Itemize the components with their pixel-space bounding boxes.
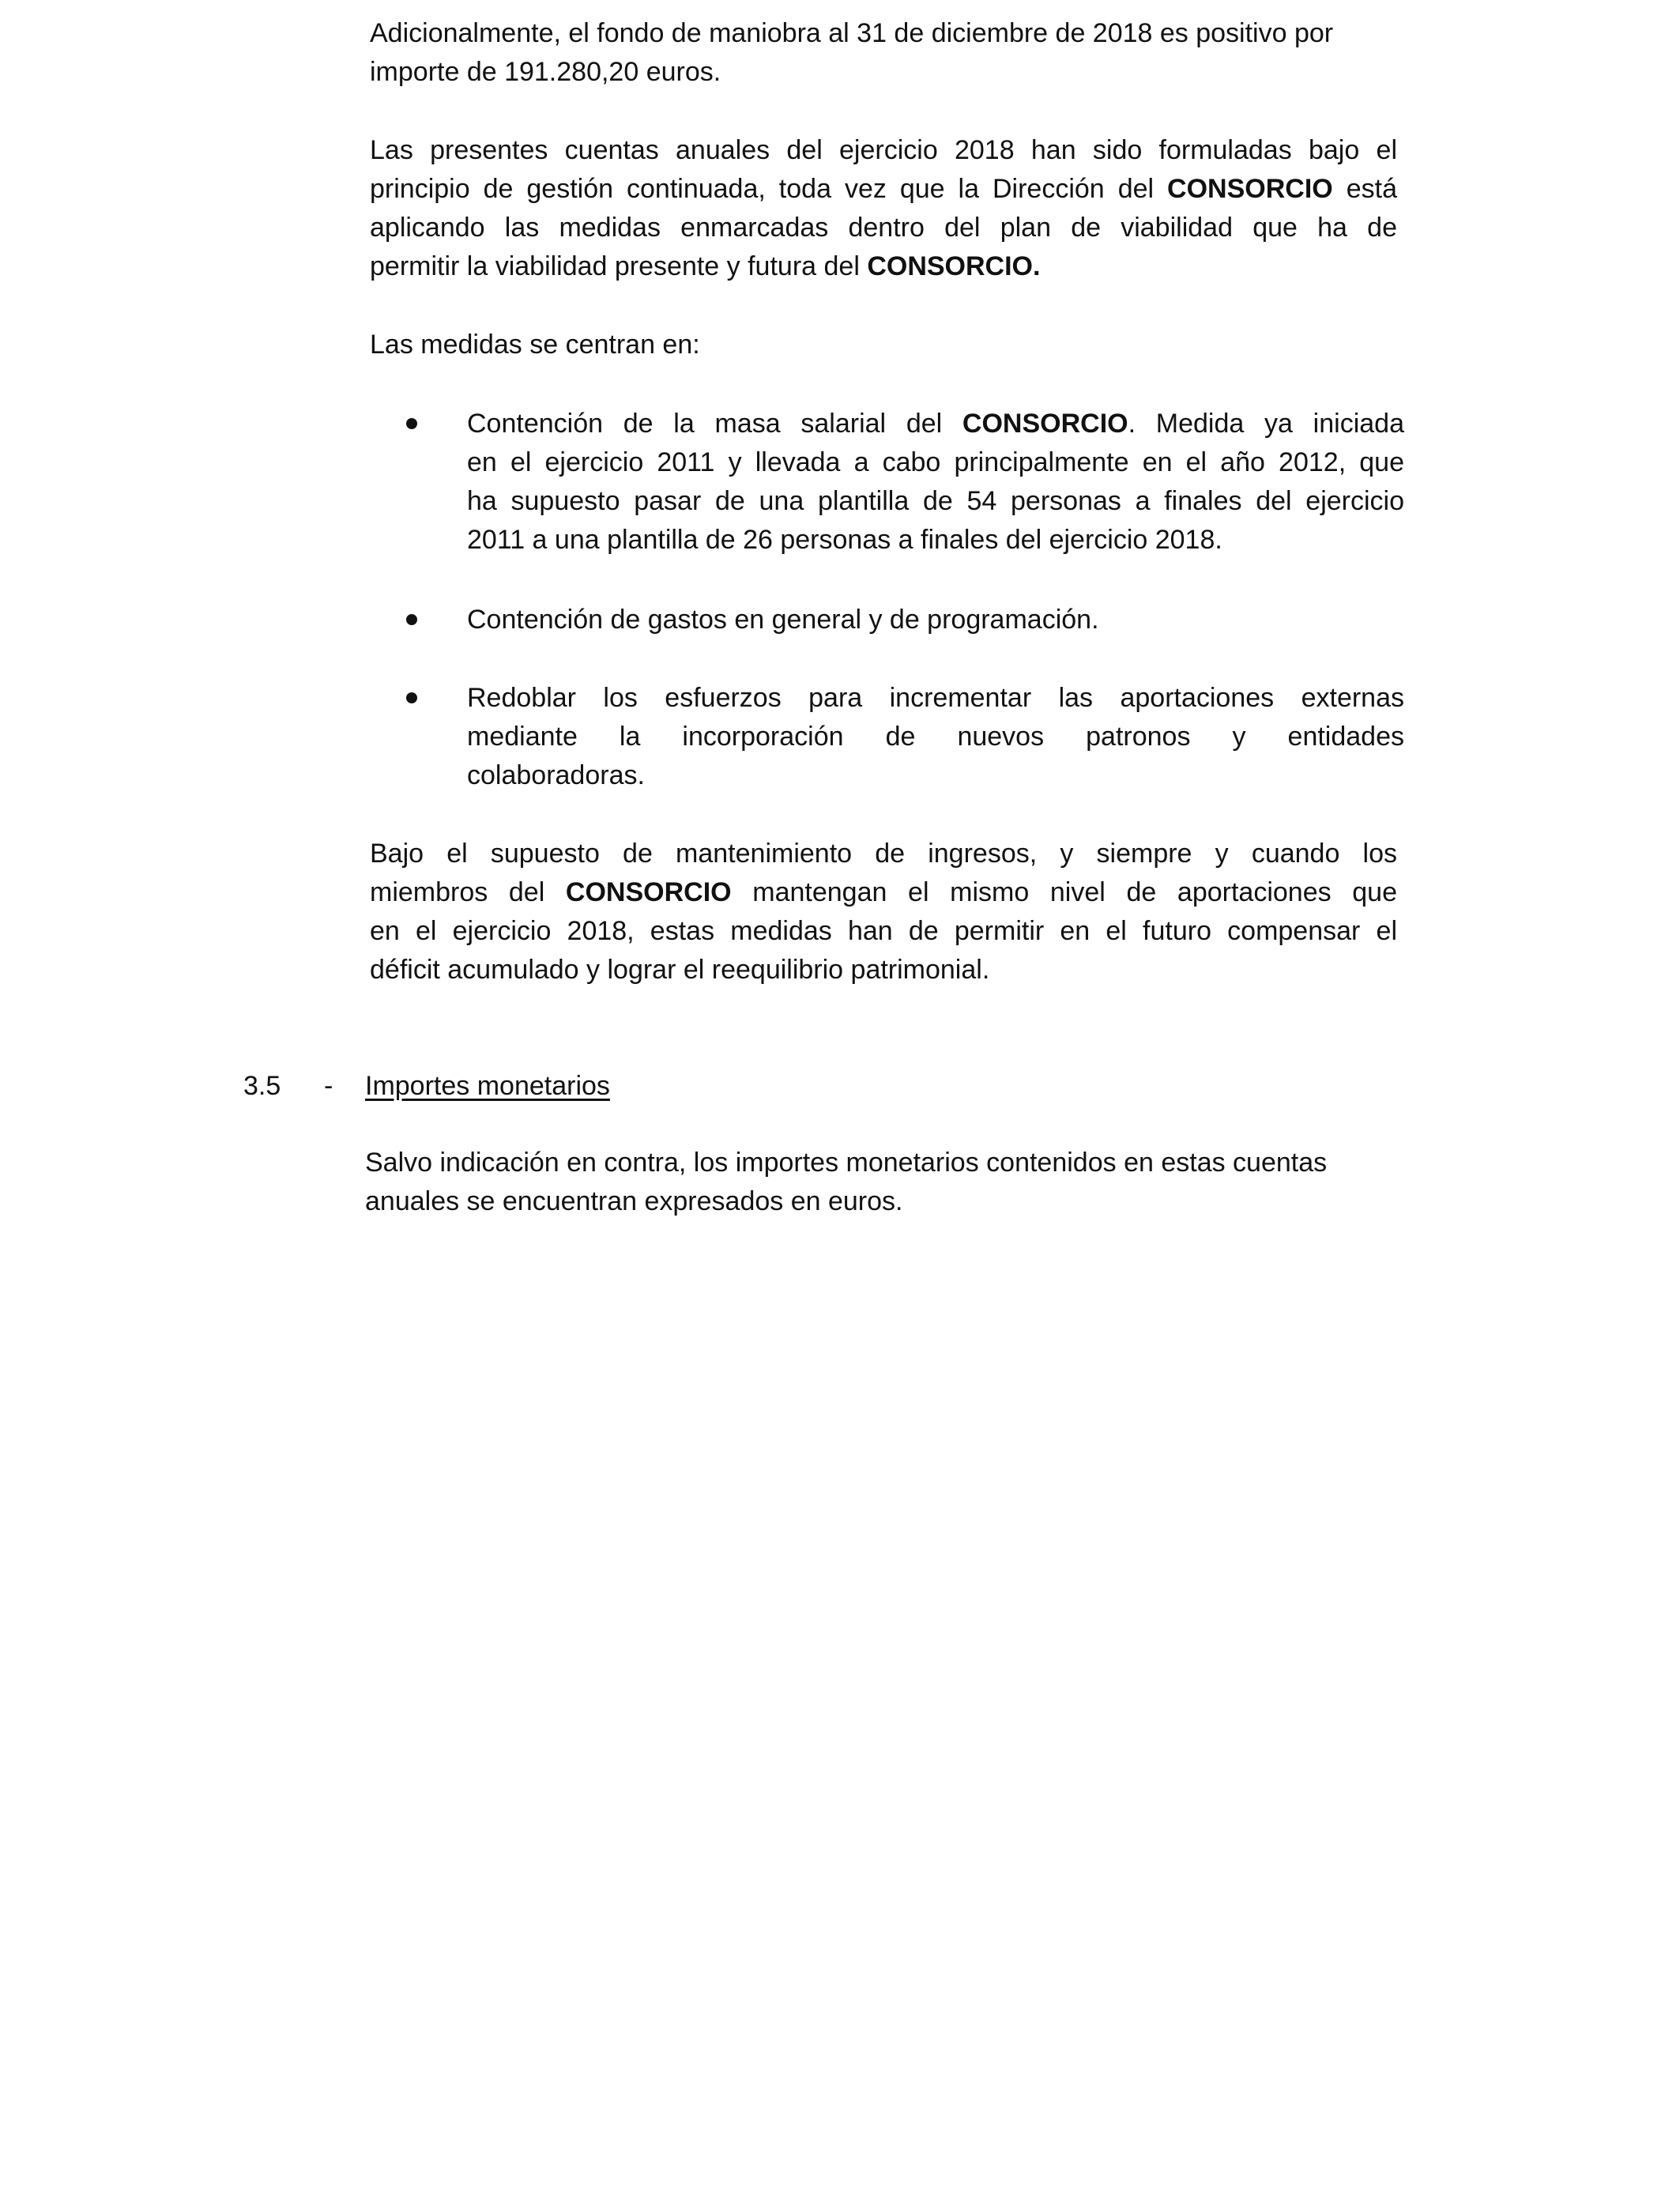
paragraph-line: importe de 191.280,20 euros.: [370, 57, 721, 87]
consorcio-bold-text: CONSORCIO: [1167, 174, 1333, 204]
bullet-line: mediante la incorporación de nuevos patronos y entidades: [467, 722, 1404, 752]
bullet-line: Redoblar los esfuerzos para incrementar las aportaciones externas: [467, 683, 1404, 713]
bullet-line: 2011 a una plantilla de 26 personas a finales del ejercicio 2018.: [467, 525, 1222, 555]
paragraph-line: anuales se encuentran expresados en euros.: [365, 1186, 903, 1216]
section-number: 3.5: [243, 1071, 281, 1101]
bullet-icon: [406, 692, 417, 703]
paragraph-line: déficit acumulado y lograr el reequilibrio patrimonial.: [370, 955, 990, 985]
text-run: está: [1332, 174, 1397, 204]
consorcio-bold-text: CONSORCIO: [565, 877, 732, 907]
bullet-item-gastos: [467, 601, 1404, 639]
text-run: principio de gestión continuada, toda vez que la Dirección del: [370, 174, 1168, 204]
bullet-line: en el ejercicio 2011 y llevada a cabo principalmente en el año 2012, que: [467, 447, 1404, 477]
bullet-line: [467, 405, 1404, 443]
section-body: [365, 1144, 1408, 1221]
paragraph-line: Las presentes cuentas anuales del ejercicio 2018 han sido formuladas bajo el: [370, 135, 1397, 165]
bullet-line: ha supuesto pasar de una plantilla de 54 personas a finales del ejercicio: [467, 486, 1404, 516]
text-run: mantengan el mismo nivel de aportaciones que: [731, 877, 1397, 907]
paragraph-supuesto-ingresos: [370, 835, 1397, 990]
section-title: Importes monetarios: [365, 1071, 610, 1101]
paragraph-medidas-intro: [370, 326, 1397, 364]
text-run: Contención de la masa salarial del: [467, 409, 962, 439]
bullet-icon: [406, 418, 417, 429]
paragraph-line: en el ejercicio 2018, estas medidas han de permitir en el futuro compensar el: [370, 916, 1397, 946]
paragraph-gestion-continuada: [370, 131, 1397, 286]
paragraph-line: [370, 873, 1397, 912]
bullet-line: colaboradoras.: [467, 760, 645, 790]
consorcio-bold-text: CONSORCIO: [962, 409, 1128, 439]
paragraph-line: [370, 247, 1397, 286]
paragraph-line: Bajo el supuesto de mantenimiento de ingresos, y siempre y cuando los: [370, 839, 1397, 869]
bullet-icon: [406, 614, 417, 625]
bullet-line: Contención de gastos en general y de programación.: [467, 605, 1099, 635]
text-run: . Medida ya iniciada: [1128, 409, 1404, 439]
paragraph-line: Las medidas se centran en:: [370, 330, 700, 360]
paragraph-line: Salvo indicación en contra, los importes monetarios contenidos en estas cuentas: [365, 1148, 1328, 1178]
section-dash: -: [324, 1071, 333, 1101]
bullet-item-masa-salarial: [467, 405, 1404, 560]
text-run: permitir la viabilidad presente y futura del: [370, 251, 868, 281]
consorcio-bold-text: CONSORCIO.: [867, 251, 1041, 281]
paragraph-line: aplicando las medidas enmarcadas dentro del plan de viabilidad que ha de: [370, 213, 1397, 243]
paragraph-line: Adicionalmente, el fondo de maniobra al 31 de diciembre de 2018 es positivo por: [370, 18, 1334, 48]
text-run: miembros del: [370, 877, 566, 907]
bullet-item-aportaciones: [467, 679, 1404, 795]
paragraph-line: [370, 170, 1397, 209]
paragraph-fondo-maniobra: [370, 14, 1397, 92]
